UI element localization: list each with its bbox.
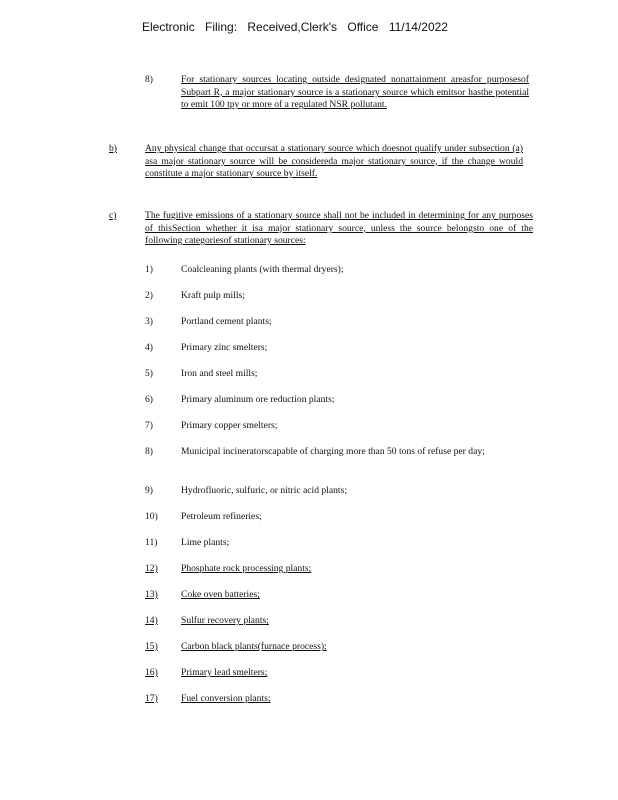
- section-c-text: [145, 210, 533, 248]
- list-item-text: [181, 693, 537, 706]
- list-item-text-content: Carbon black plants(furnace process);: [181, 641, 327, 652]
- list-item-number: 15): [145, 641, 158, 652]
- list-item-number: 3): [145, 316, 153, 327]
- filing-header: Electronic Filing: Received,Clerk's Office 11/14/2022: [142, 20, 448, 34]
- section-8-marker: 8): [145, 74, 153, 85]
- list-item-text: Kraft pulp mills;: [181, 290, 245, 301]
- list-item-number: 14): [145, 615, 158, 626]
- list-item-number: 6): [145, 394, 153, 405]
- list-item-text: Portland cement plants;: [181, 316, 272, 327]
- list-item-number: 11): [145, 537, 158, 548]
- list-item-number: 8): [145, 446, 153, 457]
- list-item-text: [181, 615, 537, 628]
- list-item-number: 10): [145, 511, 158, 522]
- list-item-number: 16): [145, 667, 158, 678]
- list-item-text-content: Fuel conversion plants;: [181, 693, 271, 704]
- list-item-text: [181, 641, 537, 654]
- list-item-number: 2): [145, 290, 153, 301]
- list-item-number: 7): [145, 420, 153, 431]
- list-item-text: Primary aluminum ore reduction plants;: [181, 394, 335, 405]
- section-c-marker: c): [109, 210, 117, 221]
- list-item-text-content: Coke oven batteries;: [181, 589, 260, 600]
- list-item-number: 12): [145, 563, 158, 574]
- list-item-text: Hydrofluoric, sulfuric, or nitric acid plants;: [181, 485, 347, 496]
- list-item-number: 1): [145, 264, 153, 275]
- list-item-text: [181, 667, 537, 680]
- list-item-text: Municipal incineratorscapable of charging more than 50 tons of refuse per day;: [181, 446, 485, 457]
- list-item-text: [181, 563, 537, 576]
- list-item-number: 9): [145, 485, 153, 496]
- list-item-text: Iron and steel mills;: [181, 368, 258, 379]
- list-item-number: 13): [145, 589, 158, 600]
- list-item-text: Primary zinc smelters;: [181, 342, 268, 353]
- section-b-text: Any physical change that occursat a stationary source which doesnot qualify under subsection (a) asa major stationary source will be considereda major stationary source, if the change would constitute a major stationary source by itself.: [145, 143, 523, 180]
- list-item-number: 17): [145, 693, 158, 704]
- list-item-text: Primary copper smelters;: [181, 420, 278, 431]
- list-item-text-content: Primary lead smelters;: [181, 667, 268, 678]
- list-item-text: Petroleum refineries;: [181, 511, 262, 522]
- list-item-number: 5): [145, 368, 153, 379]
- list-item-text: Coalcleaning plants (with thermal dryers);: [181, 264, 344, 275]
- list-item-number: 4): [145, 342, 153, 353]
- section-8-text: For stationary sources locating outside designated nonattainment areasfor purposesof Subpart R, a major stationary source is a stationary source which emitsor hasthe potential to emit 100 tpy or more of a regulated NSR pollutant.: [181, 74, 529, 111]
- list-item-text: [181, 589, 537, 602]
- list-item-text-content: Phosphate rock processing plants;: [181, 563, 312, 574]
- section-c-text-content: The fugitive emissions of a stationary source shall not be included in determining for any purposes of thisSection whether it isa major stationary source, unless the source belongsto one of the following categoriesof stationary sources:: [145, 210, 533, 247]
- list-item-text-content: Sulfur recovery plants;: [181, 615, 269, 626]
- section-b-marker: b): [109, 143, 117, 154]
- list-item-text: Lime plants;: [181, 537, 230, 548]
